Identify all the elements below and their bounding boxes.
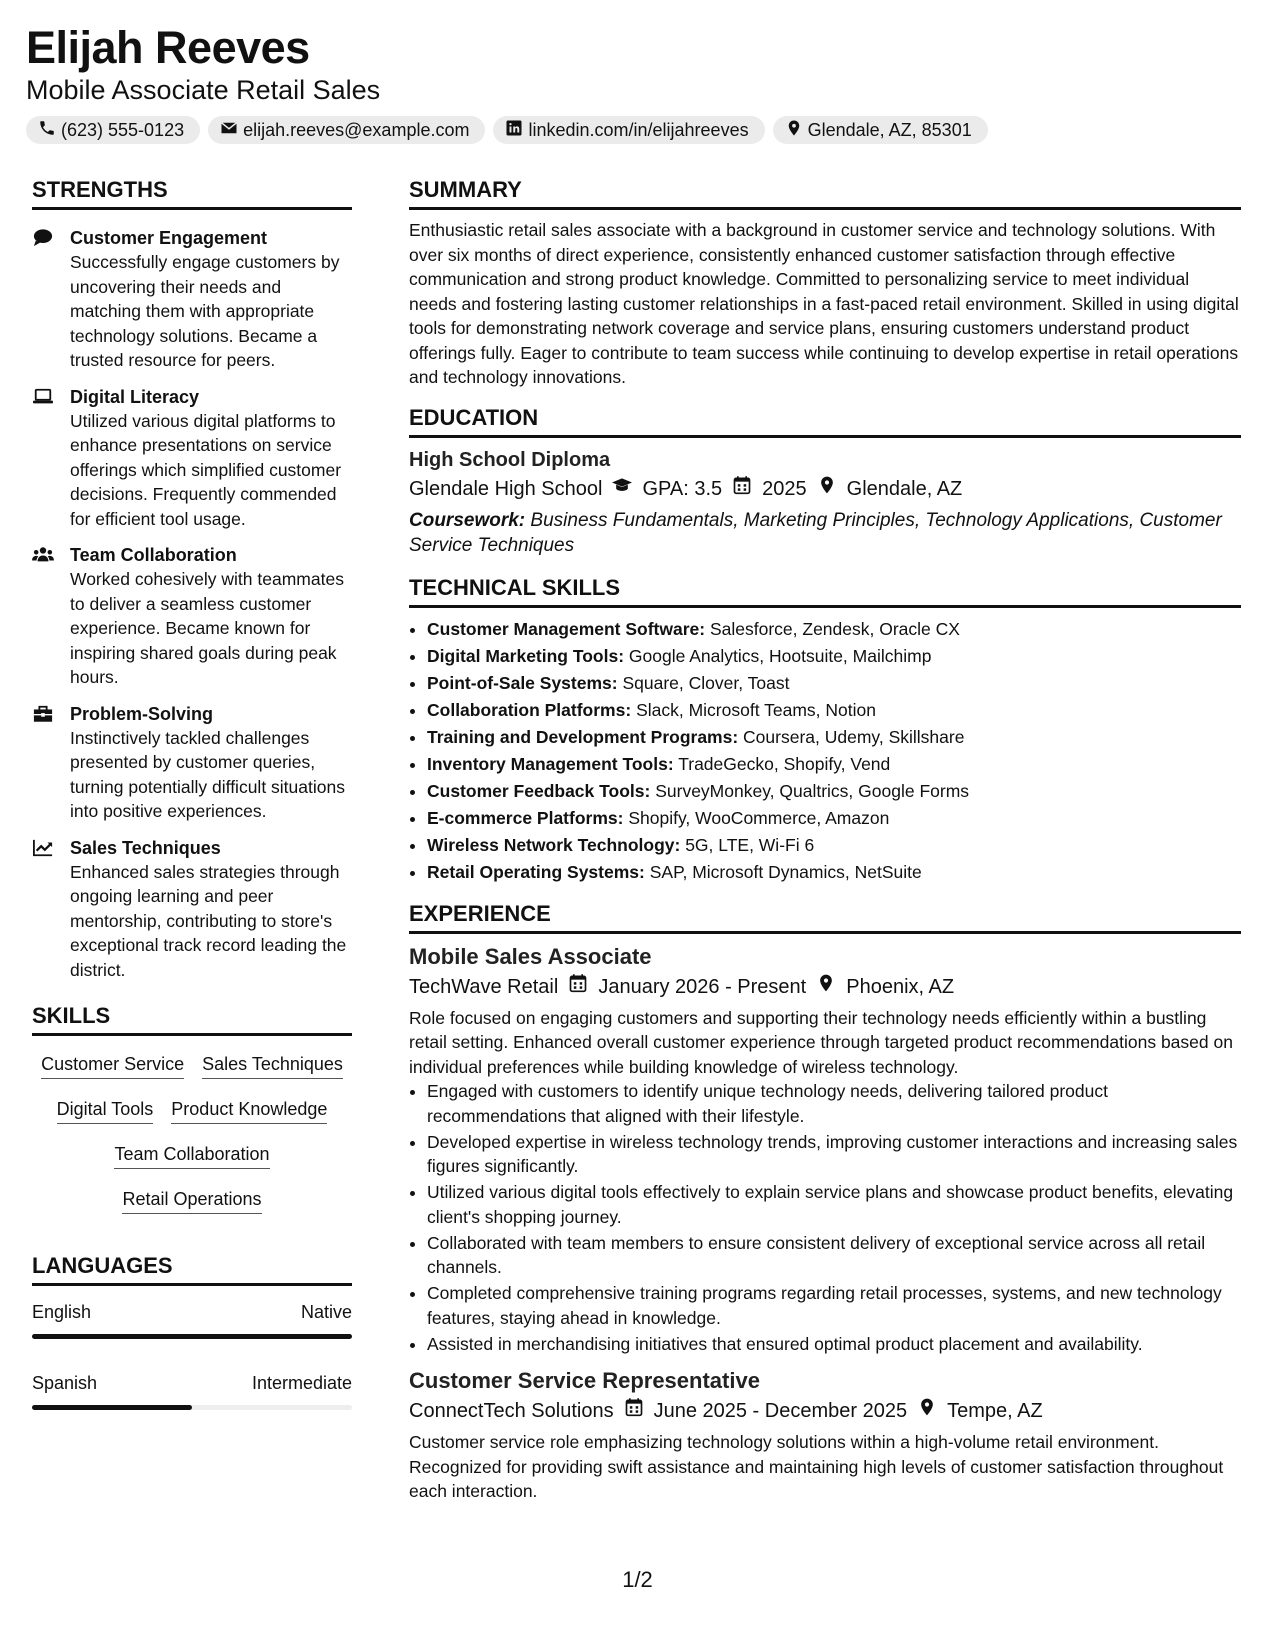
language-level: Native (300, 1302, 352, 1322)
job-dates: January 2026 - Present (598, 975, 807, 998)
linkedin-chip[interactable] (493, 116, 764, 144)
skill-category: Collaboration Platforms: (427, 699, 632, 720)
language-name: English (32, 1302, 92, 1322)
skill-category: Retail Operating Systems: (427, 861, 645, 882)
list-item: • Engaged with customers to identify unique technology needs, delivering tailored product recommendations that aligned with their lifestyle. (427, 1079, 1241, 1128)
strengths-heading: STRENGTHS (32, 176, 352, 210)
language-item (32, 1371, 352, 1410)
list-item (427, 805, 1241, 832)
job-title: Customer Service Representative (409, 1368, 760, 1393)
right-column (409, 176, 1241, 1504)
list-item (427, 643, 1241, 670)
company-name: TechWave Retail (409, 975, 559, 998)
phone-icon (38, 119, 56, 142)
company-name: ConnectTech Solutions (409, 1400, 614, 1422)
linkedin-text: linkedin.com/in/elijahreeves (528, 119, 749, 140)
map-pin-icon (816, 972, 836, 1002)
strength-item (32, 836, 352, 983)
language-item (32, 1300, 352, 1339)
location-chip (773, 116, 988, 144)
strength-title: Team Collaboration (70, 545, 237, 565)
job-bullets (409, 1079, 1241, 1356)
strength-desc: Successfully engage customers by uncovering their needs and matching them with appropriate technology solutions. Became a trusted resource for peers. (70, 252, 340, 370)
calendar-icon (624, 1396, 644, 1426)
languages-heading: LANGUAGES (32, 1252, 352, 1286)
list-item: • Utilized various digital tools effectively to explain service plans and showcase product benefits, elevating client's shopping journey. (427, 1180, 1241, 1229)
list-item (427, 697, 1241, 724)
skill-values: Coursera, Udemy, Skillshare (743, 726, 965, 747)
school-location: Glendale, AZ (846, 477, 963, 500)
strength-desc: Instinctively tackled challenges presented by customer queries, turning potentially difficult situations into positive experiences. (70, 727, 345, 821)
skill-category: Inventory Management Tools: (427, 753, 674, 774)
calendar-icon (568, 972, 588, 1002)
technical-skills-heading: TECHNICAL SKILLS (409, 574, 1241, 608)
job-description: Customer service role emphasizing technology solutions within a high-volume retail environment. Recognized for providing swift assistance and maintaining high levels of customer satisfaction throughout each interaction. (409, 1432, 1224, 1501)
list-item (427, 778, 1241, 805)
skill-tag: Customer Service (41, 1052, 184, 1079)
skill-category: Digital Marketing Tools: (427, 645, 625, 666)
location-text: Glendale, AZ, 85301 (807, 119, 972, 140)
skill-category: E-commerce Platforms: (427, 807, 624, 828)
skill-tag: Product Knowledge (171, 1097, 327, 1124)
email-chip[interactable] (208, 116, 485, 144)
list-item: • Completed comprehensive training programs regarding retail processes, systems, and new technology features, staying ahead in knowledge. (427, 1281, 1241, 1330)
resume-header (26, 22, 1249, 144)
list-item (427, 832, 1241, 859)
list-item: • Collaborated with team members to ensure consistent delivery of exceptional service across all retail channels. (427, 1231, 1241, 1280)
skill-tag: Retail Operations (122, 1187, 261, 1214)
chart-line-icon (32, 836, 56, 983)
users-icon (32, 543, 56, 690)
school-name: Glendale High School (409, 477, 603, 500)
strength-item (32, 385, 352, 532)
list-item: • Developed expertise in wireless technology trends, improving customer interactions and increasing sales figures significantly. (427, 1130, 1241, 1179)
contact-bar (26, 116, 1249, 144)
strength-title: Problem-Solving (70, 703, 214, 724)
page-number: 1/2 (622, 1567, 653, 1592)
summary-text: Enthusiastic retail sales associate with a background in customer service and technology solutions. With over six months of direct experience, consistently enhanced customer satisfaction through effective communication and strong product knowledge. Committed to personalizing service to meet individual needs and fostering lasting customer relationships in a fast-paced retail environment. Skilled in using digital tools for demonstrating network coverage and service plans, ensuring customers understand product offerings fully. Eager to contribute to team success while continuing to develop expertise in retail operations and technology innovations. (409, 220, 1239, 387)
linkedin-icon (505, 119, 523, 142)
strength-title: Sales Techniques (70, 837, 221, 858)
job-meta (409, 972, 1241, 1002)
skill-category: Wireless Network Technology: (427, 834, 681, 855)
job-title: Mobile Sales Associate (409, 943, 652, 969)
candidate-name: Elijah Reeves (26, 22, 310, 73)
gpa-text: GPA: 3.5 (642, 477, 723, 500)
education-heading: EDUCATION (409, 404, 1241, 438)
technical-skills-list (409, 616, 1241, 886)
language-level: Intermediate (251, 1373, 352, 1393)
coursework (409, 508, 1241, 558)
speech-bubble-icon (32, 226, 56, 373)
strength-desc: Utilized various digital platforms to enhance presentations on service offerings which simplified customer decisions. Frequently commended for efficient tool usage. (70, 410, 342, 529)
coursework-text: Business Fundamentals, Marketing Principles, Technology Applications, Customer Service Techniques (409, 509, 1222, 556)
candidate-title: Mobile Associate Retail Sales (26, 75, 381, 105)
job-meta (409, 1396, 1241, 1426)
phone-text: (623) 555-0123 (61, 119, 185, 140)
coursework-label: Coursework: (409, 509, 526, 531)
graduation-cap-icon (612, 474, 632, 504)
experience-heading: EXPERIENCE (409, 900, 1241, 934)
skill-category: Point-of-Sale Systems: (427, 672, 618, 693)
strength-desc: Worked cohesively with teammates to deliver a seamless customer experience. Became known for inspiring shared goals during peak hours. (70, 569, 344, 687)
list-item (427, 859, 1241, 886)
job-entry (409, 942, 1241, 1357)
skill-category: Customer Feedback Tools: (427, 780, 651, 801)
strength-desc: Enhanced sales strategies through ongoing learning and peer mentorship, contributing to store's exceptional track record leading the district. (70, 861, 347, 980)
skill-category: Customer Management Software: (427, 618, 706, 639)
language-proficiency-fill (32, 1334, 352, 1339)
education-meta (409, 474, 1241, 504)
list-item (427, 670, 1241, 697)
degree-title: High School Diploma (409, 448, 611, 471)
list-item: • Assisted in merchandising initiatives that ensured optimal product placement and availability. (427, 1332, 1241, 1357)
strength-item (32, 702, 352, 824)
summary-heading: SUMMARY (409, 176, 1241, 210)
list-item (427, 724, 1241, 751)
job-dates: June 2025 - December 2025 (653, 1400, 908, 1422)
skill-tag: Digital Tools (57, 1097, 154, 1124)
skills-list (32, 1044, 352, 1218)
email-text: elijah.reeves@example.com (243, 119, 470, 140)
language-proficiency-fill (32, 1405, 192, 1410)
skill-values: Shopify, WooCommerce, Amazon (628, 807, 890, 828)
skill-values: TradeGecko, Shopify, Vend (678, 753, 891, 774)
job-entry (409, 1366, 1241, 1504)
skill-values: Salesforce, Zendesk, Oracle CX (709, 618, 960, 639)
language-proficiency-bar (32, 1405, 352, 1410)
list-item (427, 616, 1241, 643)
skill-values: SurveyMonkey, Qualtrics, Google Forms (655, 780, 970, 801)
toolbox-icon (32, 702, 56, 824)
graduation-year: 2025 (762, 477, 807, 500)
language-name: Spanish (32, 1373, 98, 1393)
left-column (32, 176, 352, 1410)
skill-values: SAP, Microsoft Dynamics, NetSuite (649, 861, 922, 882)
strength-item (32, 543, 352, 690)
list-item (427, 751, 1241, 778)
job-description: Role focused on engaging customers and supporting their technology needs efficiently within a bustling retail setting. Enhanced overall customer experience through targeted product recommendations based on individual preferences while building knowledge of wireless technology. (409, 1007, 1233, 1077)
strength-title: Customer Engagement (70, 228, 268, 248)
map-pin-icon (917, 1396, 937, 1426)
envelope-icon (220, 119, 238, 142)
job-location: Phoenix, AZ (846, 975, 955, 998)
skill-tag: Team Collaboration (114, 1142, 269, 1169)
calendar-icon (732, 474, 752, 504)
skill-tag: Sales Techniques (202, 1052, 343, 1079)
map-pin-icon (785, 119, 803, 142)
strength-title: Digital Literacy (70, 386, 200, 407)
skill-values: Slack, Microsoft Teams, Notion (636, 699, 876, 720)
skill-values: 5G, LTE, Wi-Fi 6 (685, 834, 815, 855)
map-pin-icon (817, 474, 837, 504)
skill-values: Google Analytics, Hootsuite, Mailchimp (628, 645, 932, 666)
skills-heading: SKILLS (32, 1002, 352, 1036)
phone-chip[interactable] (26, 116, 200, 144)
language-proficiency-bar (32, 1334, 352, 1339)
skill-category: Training and Development Programs: (427, 726, 739, 747)
job-location: Tempe, AZ (947, 1400, 1043, 1422)
laptop-icon (32, 385, 56, 532)
skill-values: Square, Clover, Toast (622, 672, 790, 693)
strength-item (32, 226, 352, 373)
